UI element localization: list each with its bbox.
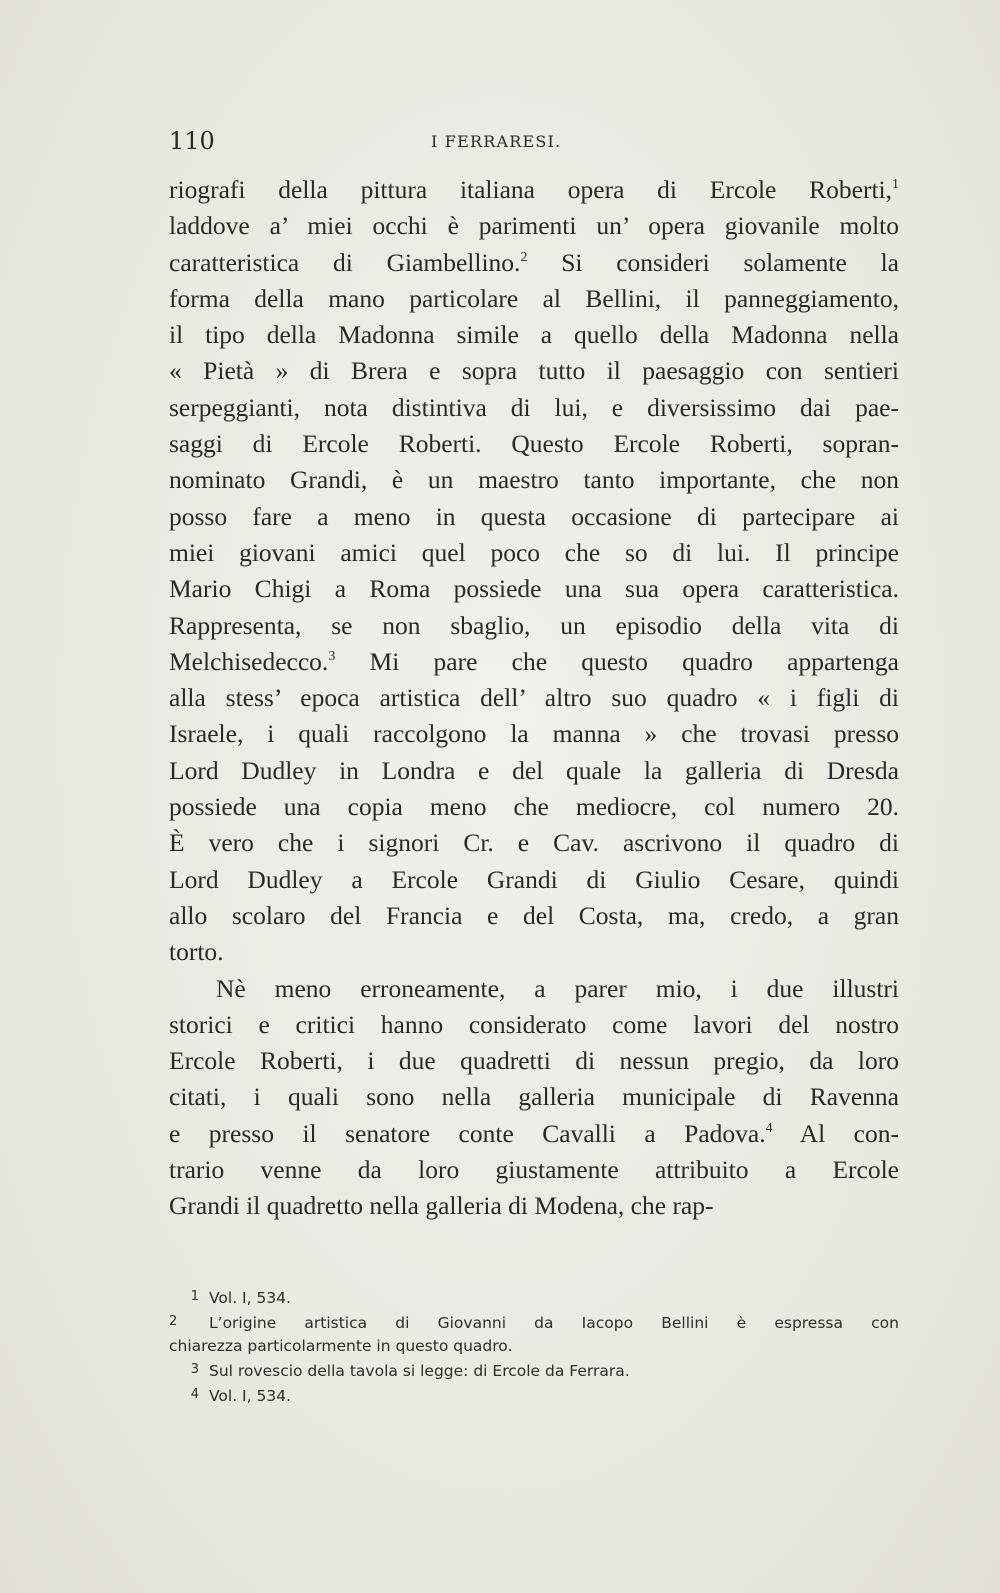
text-run: Israele, i quali raccolgono la manna » che trovasi presso — [169, 719, 899, 749]
text-line — [169, 789, 899, 825]
text-line — [169, 499, 899, 535]
text-line — [169, 281, 899, 317]
text-run: Ercole Roberti, i due quadretti di nessun pregio, da loro — [169, 1046, 899, 1076]
text-line — [169, 1188, 899, 1224]
text-run: nominato Grandi, è un maestro tanto importante, che non — [169, 465, 899, 495]
footnote-4 — [169, 1383, 899, 1408]
text-line — [169, 753, 899, 789]
text-run: Si consideri solamente la — [527, 247, 899, 277]
text-run: Mi pare che questo quadro appartenga — [335, 646, 899, 676]
footnote-reference: 2 — [520, 249, 528, 265]
text-run: riografi della pittura italiana opera di Ercole Roberti, — [169, 175, 892, 204]
text-run: laddove a’ miei occhi è parimenti un’ opera giovanile molto — [169, 211, 899, 241]
text-line — [169, 1152, 899, 1188]
text-run: trario venne da loro giustamente attribuito a Ercole — [169, 1155, 899, 1185]
text-run: Rappresenta, se non sbaglio, un episodio della vita di — [169, 610, 899, 640]
text-line — [169, 644, 899, 680]
text-run: posso fare a meno in questa occasione di partecipare ai — [169, 501, 899, 531]
text-line — [169, 971, 899, 1007]
text-run: Lord Dudley a Ercole Grandi di Giulio Cesare, quindi — [169, 864, 899, 894]
text-line — [169, 1007, 899, 1043]
text-line — [169, 245, 899, 281]
footnote-mark: 3 — [190, 1362, 199, 1377]
text-run: Mario Chigi a Roma possiede una sua opera caratteristica. — [169, 574, 899, 604]
running-title: I FERRARESI. — [431, 132, 562, 151]
text-line — [169, 608, 899, 644]
page-header — [169, 126, 899, 156]
text-run: serpeggianti, nota distintiva di lui, e diversissimo dai pae- — [169, 392, 899, 422]
text-line — [169, 898, 899, 934]
text-run: alla stess’ epoca artistica dell’ altro suo quadro « i figli di — [169, 683, 899, 713]
footnotes — [169, 1285, 899, 1408]
footnote-2 — [169, 1310, 899, 1335]
text-run: Grandi il quadretto nella galleria di Modena, che rap- — [169, 1191, 714, 1221]
text-line — [169, 426, 899, 462]
footnote-mark: 2 — [169, 1314, 178, 1329]
text-run: citati, i quali sono nella galleria municipale di Ravenna — [169, 1082, 899, 1112]
paragraph-2 — [169, 971, 899, 1225]
page-number: 110 — [169, 127, 215, 155]
text-run: saggi di Ercole Roberti. Questo Ercole Roberti, sopran- — [169, 429, 899, 459]
text-run: storici e critici hanno considerato come lavori del nostro — [169, 1009, 899, 1039]
text-run: forma della mano particolare al Bellini, il panneggiamento, — [169, 283, 899, 313]
footnote-text: Vol. I, 534. — [209, 1289, 291, 1307]
text-line — [169, 862, 899, 898]
footnote-reference: 1 — [892, 177, 899, 192]
text-line — [169, 172, 899, 208]
text-run: possiede una copia meno che mediocre, col numero 20. — [169, 792, 899, 822]
footnote-text: Sul rovescio della tavola si legge: di Ercole da Ferrara. — [209, 1362, 630, 1380]
footnote-reference: 3 — [328, 648, 336, 664]
footnote-3 — [169, 1358, 899, 1383]
text-line — [169, 462, 899, 498]
text-run: torto. — [169, 937, 224, 967]
text-run: allo scolaro del Francia e del Costa, ma, credo, a gran — [169, 900, 899, 930]
footnote-mark: 4 — [190, 1387, 199, 1402]
text-line — [169, 1079, 899, 1115]
text-line — [169, 1116, 899, 1152]
text-line — [169, 390, 899, 426]
text-run: Melchisedecco. — [169, 646, 329, 676]
text-run: Nè meno erroneamente, a parer mio, i due illustri — [216, 973, 899, 1003]
footnote-2-continuation: chiarezza particolarmente in questo quadro. — [169, 1337, 513, 1355]
text-run: e presso il senatore conte Cavalli a Padova. — [169, 1118, 766, 1148]
footnote-reference: 4 — [765, 1120, 773, 1136]
text-run: Lord Dudley in Londra e del quale la galleria di Dresda — [169, 755, 899, 785]
text-line — [169, 1043, 899, 1079]
text-line — [169, 208, 899, 244]
text-run: caratteristica di Giambellino. — [169, 247, 521, 277]
text-run: « Pietà » di Brera e sopra tutto il paesaggio con sentieri — [169, 356, 899, 386]
footnote-text: L’origine artistica di Giovanni da Iacopo Bellini è espressa con — [209, 1314, 899, 1332]
text-run: Al con- — [772, 1118, 899, 1148]
footnote-1 — [169, 1285, 899, 1310]
text-line — [169, 934, 899, 970]
text-run: il tipo della Madonna simile a quello della Madonna nella — [169, 320, 899, 350]
text-line — [169, 716, 899, 752]
text-run: miei giovani amici quel poco che so di lui. Il principe — [169, 537, 899, 567]
footnote-text: Vol. I, 534. — [209, 1387, 291, 1405]
text-run: È vero che i signori Cr. e Cav. ascrivono il quadro di — [169, 828, 899, 858]
text-line — [169, 680, 899, 716]
footnote-mark: 1 — [190, 1289, 199, 1304]
text-line — [169, 825, 899, 861]
main-text — [169, 172, 899, 1225]
text-line — [169, 571, 899, 607]
text-line — [169, 535, 899, 571]
text-line — [169, 353, 899, 389]
paragraph-1 — [169, 172, 899, 971]
text-line — [169, 317, 899, 353]
